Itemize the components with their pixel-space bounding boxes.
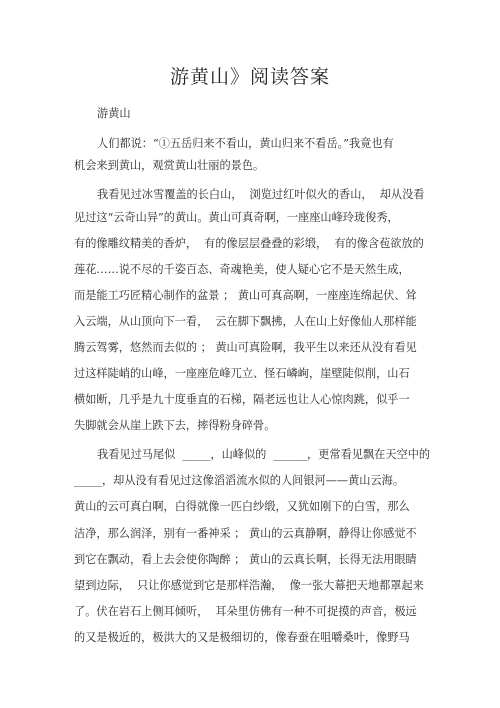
text-line: 了。伏在岩石上侧耳倾听， 耳朵里仿佛有一种不可捉摸的声音，极远 [74, 605, 417, 618]
text-line: 入云端，从山顶向下一看， 云在脚下飘拂，人在山上好像仙人那样能 [74, 315, 417, 328]
text-line: _____，却从没有看见过这像滔滔流水似的人间银河——黄山云海。 [74, 474, 405, 487]
section-heading: 游黄山 [97, 107, 131, 120]
text-line: 过这样陡峭的山峰，一座座危峰兀立、怪石嶙峋，崖壁陡似削，山石 [74, 367, 410, 380]
text-line: 的又是极近的，极洪大的又是极细切的，像春蚕在咀嚼桑叶，像野马 [74, 631, 410, 644]
text-line: 黄山的云可真白啊，白得就像一匹白纱缎，又犹如刚下的白雪，那么 [74, 500, 410, 513]
text-line: 失脚就会从崖上跌下去，摔得粉身碎骨。 [74, 419, 276, 432]
text-line: 洁净，那么润泽，别有一番神采 ； 黄山的云真静啊，静得让你感觉不 [74, 527, 417, 540]
text-line: 人们都说：“①五岳归来不看山，黄山归来不看岳。”我竟也有 [97, 137, 394, 150]
page-title: 游黄山》阅读答案 [169, 66, 330, 88]
text-line: 望到边际， 只让你感觉到它是那样浩瀚， 像一张大幕把天地都罩起来 [74, 579, 424, 592]
text-line: 横如断，几乎是九十度垂直的石梯，隔老远也让人心惊肉跳，似乎一 [74, 393, 410, 406]
text-line: 我看见过马尾似 _____，山峰似的 ______，更常看见飘在天空中的 [97, 448, 431, 461]
text-line: 到它在飘动，看上去会使你陶醉 ； 黄山的云真长啊，长得无法用眼睛 [74, 553, 417, 566]
text-line: 我看见过冰雪覆盖的长白山， 浏览过红叶似火的香山， 却从没看 [97, 188, 425, 201]
text-line: 腾云驾雾，悠然而去似的 ； 黄山可真险啊，我平生以来还从没有看见 [74, 341, 417, 354]
text-line: 莲花……说不尽的千姿百态、奇魂艳美，使人疑心它不是天然生成， [74, 263, 410, 276]
text-line: 有的像雕纹精美的香炉， 有的像层层叠叠的彩缎， 有的像含苞欲放的 [74, 237, 424, 250]
text-line: 机会来到黄山，观赏黄山壮丽的景色。 [74, 159, 265, 172]
text-line: 见过这“云奇山异”的黄山。黄山可真奇啊，一座座山峰玲珑俊秀， [74, 211, 399, 224]
text-line: 而是能工巧匠精心制作的盆景 ； 黄山可真高啊，一座座连绵起伏、耸 [74, 289, 417, 302]
